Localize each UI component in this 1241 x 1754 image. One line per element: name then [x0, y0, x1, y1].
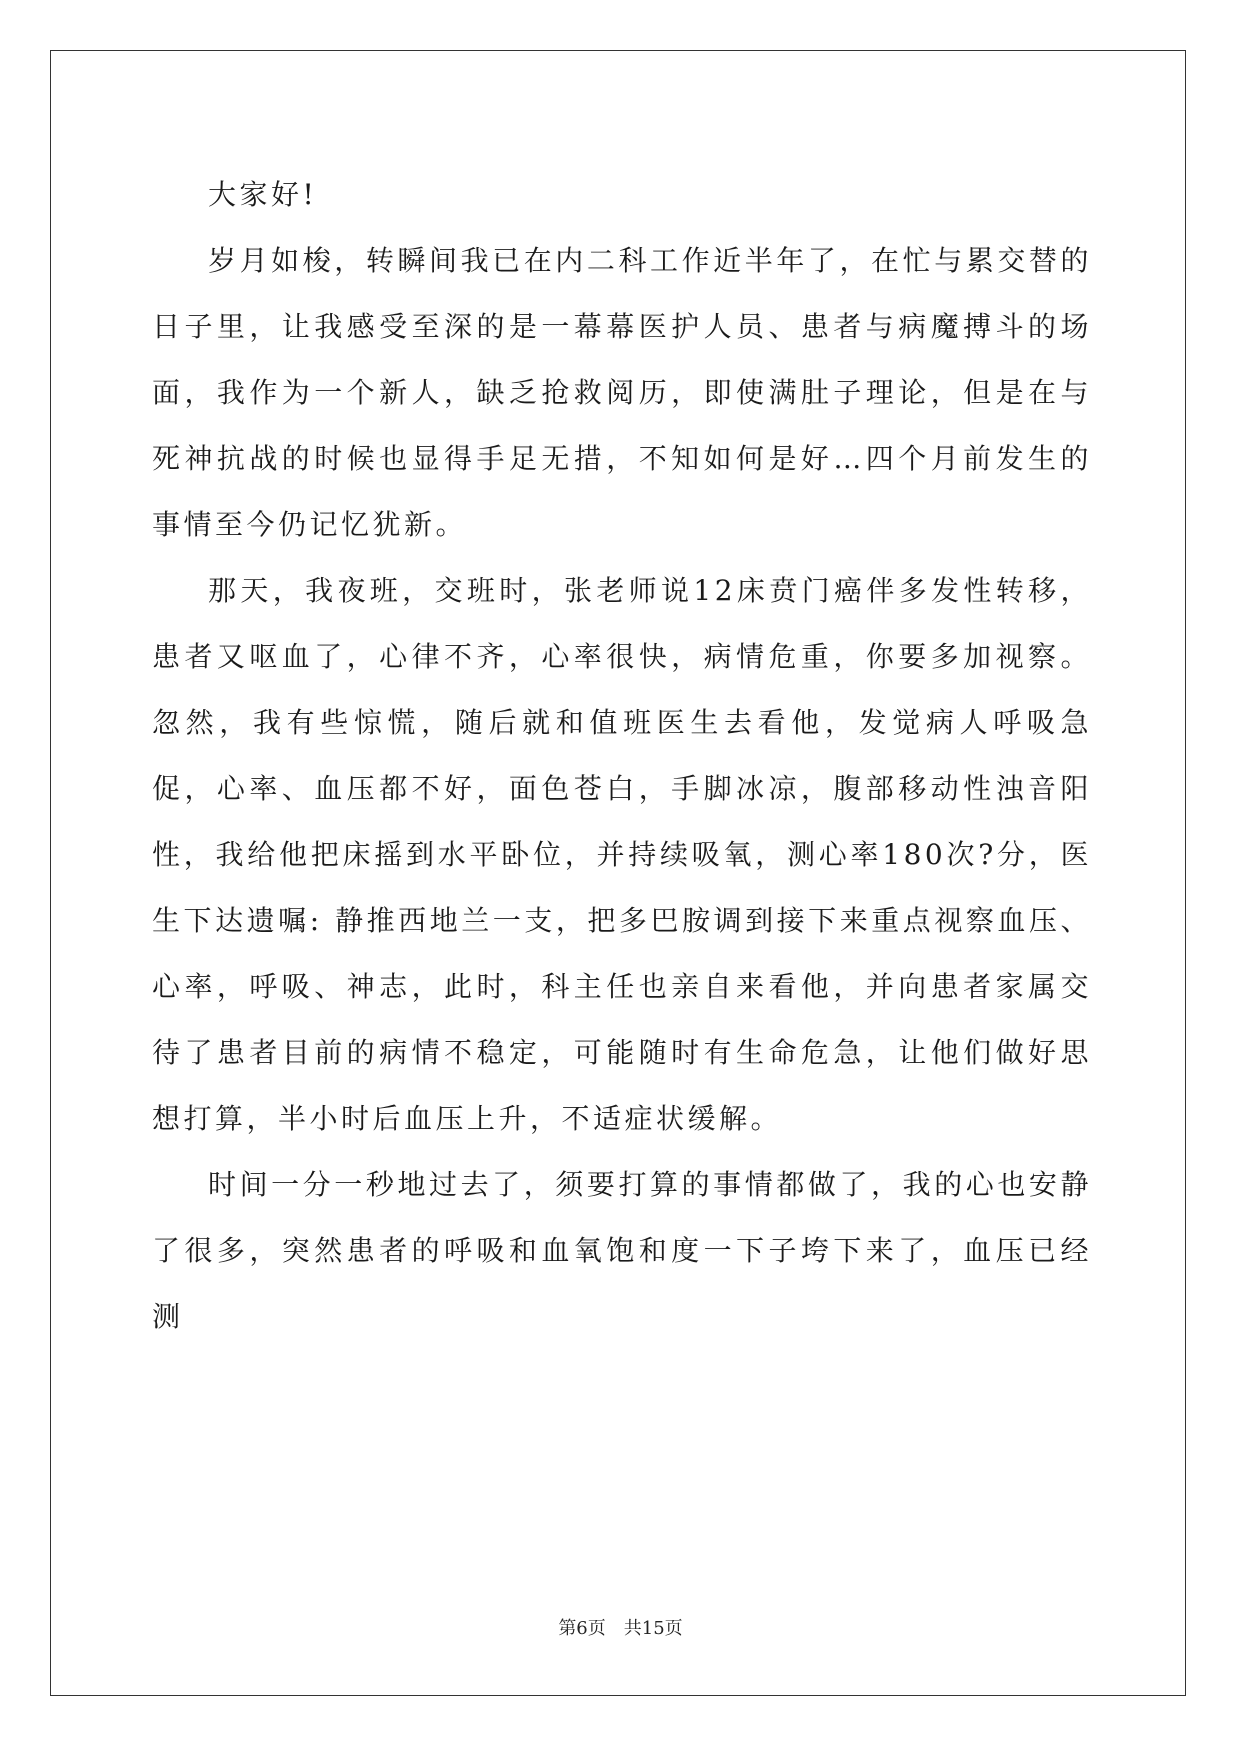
paragraph: 岁月如梭，转瞬间我已在内二科工作近半年了，在忙与累交替的日子里，让我感受至深的是一幕幕医护人员、患者与病魔搏斗的场面，我作为一个新人，缺乏抢救阅历，即使满肚子理论，但是在与死神抗战的时候也显得手足无措，不知如何是好…四个月前发生的事情至今仍记忆犹新。 — [152, 244, 1092, 541]
document-body — [152, 162, 1092, 1350]
page-total: 共15页 — [623, 1618, 683, 1639]
page-footer — [0, 1614, 1241, 1640]
paragraph: 时间一分一秒地过去了，须要打算的事情都做了，我的心也安静了很多，突然患者的呼吸和血氧饱和度一下子垮下来了，血压已经测 — [152, 1168, 1092, 1333]
page-number: 第6页 — [558, 1618, 606, 1639]
paragraph: 那天，我夜班，交班时，张老师说12床贲门癌伴多发性转移，患者又呕血了，心律不齐，心率很快，病情危重，你要多加视察。忽然，我有些惊慌，随后就和值班医生去看他，发觉病人呼吸急促，心率、血压都不好，面色苍白，手脚冰凉，腹部移动性浊音阳性，我给他把床摇到水平卧位，并持续吸氧，测心率180次?分，医生下达遗嘱: 静推西地兰一支，把多巴胺调到接下来重点视察血压、心率，呼吸、神志，此时，科主任也亲自来看他，并向患者家属交待了患者目前的病情不稳定，可能随时有生命危急，让他们做好思想打算，半小时后血压上升，不适症状缓解。 — [152, 574, 1092, 1135]
paragraph-greeting: 大家好! — [208, 178, 318, 211]
